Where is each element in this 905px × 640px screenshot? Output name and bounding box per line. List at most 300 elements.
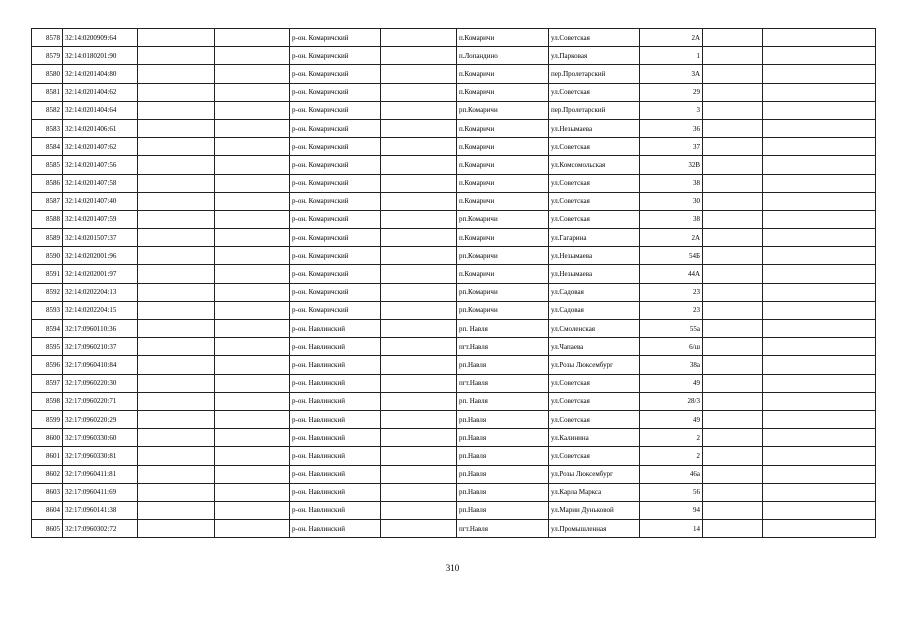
empty-cell [381,447,457,465]
street-cell: ул.Советская [549,83,640,101]
empty-cell [381,247,457,265]
locality-cell: рп.Навля [457,356,549,374]
empty-cell [763,429,876,447]
empty-cell [138,229,215,247]
empty-cell [215,283,290,301]
empty-cell [763,338,876,356]
row-number-cell: 8596 [32,356,63,374]
locality-cell: рп.Комаричи [457,210,549,228]
empty-cell [763,301,876,319]
district-cell: р-он. Комаричский [290,101,381,119]
row-number-cell: 8584 [32,138,63,156]
street-cell: ул.Советская [549,210,640,228]
row-number-cell: 8590 [32,247,63,265]
cadastral-number-cell: 32:14:0201407:56 [63,156,138,174]
cadastral-number-cell: 32:14:0201404:64 [63,101,138,119]
locality-cell: рп.Навля [457,429,549,447]
street-cell: ул.Марии Дуньковой [549,501,640,519]
cadastral-number-cell: 32:14:0180201:90 [63,47,138,65]
empty-cell [215,229,290,247]
district-cell: р-он. Комаричский [290,229,381,247]
street-cell: ул.Карла Маркса [549,483,640,501]
district-cell: р-он. Комаричский [290,265,381,283]
empty-cell [763,520,876,538]
cadastral-number-cell: 32:17:0960220:29 [63,410,138,428]
empty-cell [381,47,457,65]
empty-cell [703,101,763,119]
cadastral-number-cell: 32:14:0201407:40 [63,192,138,210]
empty-cell [138,447,215,465]
cadastral-number-cell: 32:14:0202204:15 [63,301,138,319]
empty-cell [138,174,215,192]
empty-cell [138,338,215,356]
empty-cell [381,192,457,210]
cadastral-number-cell: 32:14:0202001:96 [63,247,138,265]
locality-cell: п.Комаричи [457,156,549,174]
empty-cell [703,174,763,192]
empty-cell [381,65,457,83]
district-cell: р-он. Комаричский [290,65,381,83]
empty-cell [381,156,457,174]
row-number-cell: 8598 [32,392,63,410]
house-number-cell: 1 [640,47,703,65]
empty-cell [381,174,457,192]
cadastral-number-cell: 32:14:0201507:37 [63,229,138,247]
empty-cell [381,338,457,356]
empty-cell [763,374,876,392]
house-number-cell: 32В [640,156,703,174]
district-cell: р-он. Навлинский [290,392,381,410]
district-cell: р-он. Навлинский [290,356,381,374]
empty-cell [763,192,876,210]
cadastral-number-cell: 32:14:0202001:97 [63,265,138,283]
house-number-cell: 55а [640,320,703,338]
empty-cell [381,501,457,519]
empty-cell [215,338,290,356]
house-number-cell: 36 [640,119,703,137]
row-number-cell: 8591 [32,265,63,283]
table-row [32,174,876,192]
district-cell: р-он. Комаричский [290,47,381,65]
empty-cell [763,392,876,410]
locality-cell: рп.Навля [457,465,549,483]
street-cell: ул.Комсомольская [549,156,640,174]
district-cell: р-он. Комаричский [290,192,381,210]
empty-cell [763,229,876,247]
empty-cell [138,29,215,47]
empty-cell [381,138,457,156]
row-number-cell: 8594 [32,320,63,338]
cadastral-number-cell: 32:14:0202204:13 [63,283,138,301]
table-row [32,356,876,374]
empty-cell [703,501,763,519]
empty-cell [215,301,290,319]
district-cell: р-он. Комаричский [290,119,381,137]
district-cell: р-он. Навлинский [290,374,381,392]
district-cell: р-он. Навлинский [290,501,381,519]
locality-cell: рп.Комаричи [457,101,549,119]
empty-cell [703,410,763,428]
district-cell: р-он. Навлинский [290,520,381,538]
table-row [32,229,876,247]
house-number-cell: 94 [640,501,703,519]
street-cell: ул.Калинина [549,429,640,447]
cadastral-number-cell: 32:17:0960220:30 [63,374,138,392]
district-cell: р-он. Комаричский [290,210,381,228]
cadastral-number-cell: 32:17:0960330:81 [63,447,138,465]
street-cell: ул.Незымаева [549,119,640,137]
cadastral-number-cell: 32:14:0201406:61 [63,119,138,137]
empty-cell [381,356,457,374]
street-cell: пер.Пролетарский [549,65,640,83]
row-number-cell: 8587 [32,192,63,210]
street-cell: ул.Советская [549,374,640,392]
empty-cell [763,447,876,465]
street-cell: ул.Парковая [549,47,640,65]
house-number-cell: 56 [640,483,703,501]
house-number-cell: 49 [640,410,703,428]
table-row [32,29,876,47]
street-cell: ул.Розы Люксембург [549,465,640,483]
row-number-cell: 8585 [32,156,63,174]
empty-cell [763,83,876,101]
locality-cell: рп.Навля [457,447,549,465]
empty-cell [215,65,290,83]
cadastral-number-cell: 32:17:0960330:60 [63,429,138,447]
empty-cell [215,483,290,501]
empty-cell [215,83,290,101]
table-row [32,101,876,119]
row-number-cell: 8599 [32,410,63,428]
house-number-cell: 23 [640,301,703,319]
district-cell: р-он. Навлинский [290,410,381,428]
table-row [32,210,876,228]
row-number-cell: 8581 [32,83,63,101]
locality-cell: рп.Комаричи [457,283,549,301]
house-number-cell: 2А [640,229,703,247]
locality-cell: п.Комаричи [457,138,549,156]
empty-cell [138,320,215,338]
row-number-cell: 8597 [32,374,63,392]
cadastral-number-cell: 32:17:0960210:37 [63,338,138,356]
table-row [32,301,876,319]
street-cell: ул.Советская [549,138,640,156]
empty-cell [138,101,215,119]
locality-cell: п.Комаричи [457,265,549,283]
cadastral-number-cell: 32:14:0201407:58 [63,174,138,192]
empty-cell [138,465,215,483]
street-cell: ул.Советская [549,392,640,410]
empty-cell [763,356,876,374]
empty-cell [381,29,457,47]
table-row [32,520,876,538]
empty-cell [215,265,290,283]
district-cell: р-он. Навлинский [290,429,381,447]
row-number-cell: 8589 [32,229,63,247]
empty-cell [215,174,290,192]
table-row [32,47,876,65]
empty-cell [763,156,876,174]
table-row [32,374,876,392]
table-body [32,29,876,538]
locality-cell: пгт.Навля [457,520,549,538]
locality-cell: рп.Навля [457,483,549,501]
district-cell: р-он. Комаричский [290,247,381,265]
house-number-cell: 28/3 [640,392,703,410]
cadastral-number-cell: 32:17:0960110:36 [63,320,138,338]
table-row [32,265,876,283]
empty-cell [138,265,215,283]
empty-cell [138,119,215,137]
row-number-cell: 8593 [32,301,63,319]
locality-cell: п.Комаричи [457,29,549,47]
house-number-cell: 38а [640,356,703,374]
row-number-cell: 8595 [32,338,63,356]
empty-cell [763,29,876,47]
empty-cell [138,301,215,319]
row-number-cell: 8582 [32,101,63,119]
empty-cell [703,83,763,101]
street-cell: ул.Чапаева [549,338,640,356]
cadastral-number-cell: 32:14:0201407:62 [63,138,138,156]
empty-cell [138,247,215,265]
locality-cell: п.Лопандино [457,47,549,65]
house-number-cell: 38 [640,210,703,228]
street-cell: ул.Советская [549,410,640,428]
row-number-cell: 8600 [32,429,63,447]
empty-cell [703,301,763,319]
district-cell: р-он. Навлинский [290,465,381,483]
cadastral-number-cell: 32:14:0201404:62 [63,83,138,101]
empty-cell [138,156,215,174]
empty-cell [138,65,215,83]
empty-cell [703,447,763,465]
empty-cell [215,410,290,428]
table-row [32,283,876,301]
empty-cell [215,247,290,265]
table-row [32,247,876,265]
row-number-cell: 8605 [32,520,63,538]
empty-cell [763,265,876,283]
locality-cell: п.Комаричи [457,83,549,101]
row-number-cell: 8583 [32,119,63,137]
empty-cell [215,447,290,465]
empty-cell [381,520,457,538]
empty-cell [763,320,876,338]
empty-cell [381,83,457,101]
street-cell: ул.Садовая [549,301,640,319]
house-number-cell: 3 [640,101,703,119]
empty-cell [138,210,215,228]
street-cell: ул.Смоленская [549,320,640,338]
house-number-cell: 3А [640,65,703,83]
locality-cell: пгт.Навля [457,374,549,392]
empty-cell [703,156,763,174]
street-cell: ул.Советская [549,174,640,192]
empty-cell [215,192,290,210]
empty-cell [138,374,215,392]
empty-cell [138,192,215,210]
house-number-cell: 46а [640,465,703,483]
empty-cell [215,210,290,228]
empty-cell [763,247,876,265]
empty-cell [138,392,215,410]
empty-cell [703,520,763,538]
empty-cell [703,29,763,47]
street-cell: ул.Гагарина [549,229,640,247]
district-cell: р-он. Навлинский [290,338,381,356]
empty-cell [763,101,876,119]
empty-cell [381,101,457,119]
house-number-cell: 49 [640,374,703,392]
empty-cell [703,47,763,65]
empty-cell [215,320,290,338]
row-number-cell: 8603 [32,483,63,501]
empty-cell [763,119,876,137]
empty-cell [138,410,215,428]
empty-cell [138,501,215,519]
empty-cell [763,283,876,301]
house-number-cell: 23 [640,283,703,301]
empty-cell [703,483,763,501]
locality-cell: п.Комаричи [457,229,549,247]
table-row [32,338,876,356]
empty-cell [138,429,215,447]
house-number-cell: 29 [640,83,703,101]
cadastral-number-cell: 32:14:0201404:80 [63,65,138,83]
empty-cell [763,65,876,83]
locality-cell: п.Комаричи [457,174,549,192]
cadastral-number-cell: 32:17:0960410:84 [63,356,138,374]
page-number: 310 [445,563,460,573]
table-row [32,138,876,156]
empty-cell [215,101,290,119]
row-number-cell: 8602 [32,465,63,483]
empty-cell [703,138,763,156]
empty-cell [703,119,763,137]
district-cell: р-он. Комаричский [290,83,381,101]
street-cell: ул.Розы Люксембург [549,356,640,374]
locality-cell: рп.Комаричи [457,247,549,265]
locality-cell: рп. Навля [457,392,549,410]
empty-cell [138,483,215,501]
district-cell: р-он. Комаричский [290,301,381,319]
cadastral-number-cell: 32:17:0960302:72 [63,520,138,538]
empty-cell [703,356,763,374]
empty-cell [381,301,457,319]
house-number-cell: 2 [640,429,703,447]
table-row [32,156,876,174]
empty-cell [763,210,876,228]
row-number-cell: 8578 [32,29,63,47]
locality-cell: рп.Комаричи [457,301,549,319]
locality-cell: п.Комаричи [457,119,549,137]
house-number-cell: 38 [640,174,703,192]
street-cell: пер.Пролетарский [549,101,640,119]
row-number-cell: 8586 [32,174,63,192]
empty-cell [215,119,290,137]
cadastral-number-cell: 32:14:0201407:59 [63,210,138,228]
empty-cell [703,210,763,228]
empty-cell [381,229,457,247]
row-number-cell: 8601 [32,447,63,465]
cadastral-number-cell: 32:17:0960411:69 [63,483,138,501]
district-cell: р-он. Навлинский [290,447,381,465]
empty-cell [138,138,215,156]
empty-cell [138,520,215,538]
table-row [32,447,876,465]
empty-cell [215,47,290,65]
empty-cell [381,283,457,301]
street-cell: ул.Садовая [549,283,640,301]
street-cell: ул.Советская [549,29,640,47]
district-cell: р-он. Комаричский [290,138,381,156]
empty-cell [381,392,457,410]
empty-cell [703,392,763,410]
empty-cell [763,410,876,428]
cadastral-number-cell: 32:17:0960141:38 [63,501,138,519]
empty-cell [215,392,290,410]
empty-cell [763,138,876,156]
house-number-cell: 6/ш [640,338,703,356]
empty-cell [703,283,763,301]
empty-cell [703,247,763,265]
empty-cell [215,29,290,47]
empty-cell [703,192,763,210]
row-number-cell: 8592 [32,283,63,301]
empty-cell [703,65,763,83]
district-cell: р-он. Комаричский [290,174,381,192]
house-number-cell: 54Б [640,247,703,265]
table-row [32,192,876,210]
empty-cell [763,501,876,519]
empty-cell [381,410,457,428]
empty-cell [703,465,763,483]
table-row [32,429,876,447]
house-number-cell: 37 [640,138,703,156]
district-cell: р-он. Навлинский [290,483,381,501]
empty-cell [215,501,290,519]
house-number-cell: 44А [640,265,703,283]
empty-cell [215,138,290,156]
house-number-cell: 2А [640,29,703,47]
locality-cell: рп.Навля [457,501,549,519]
empty-cell [215,156,290,174]
table-row [32,392,876,410]
empty-cell [215,520,290,538]
empty-cell [138,47,215,65]
district-cell: р-он. Комаричский [290,29,381,47]
street-cell: ул.Советская [549,447,640,465]
row-number-cell: 8579 [32,47,63,65]
empty-cell [215,356,290,374]
locality-cell: п.Комаричи [457,192,549,210]
cadastral-number-cell: 32:14:0200909:64 [63,29,138,47]
empty-cell [138,283,215,301]
empty-cell [381,320,457,338]
empty-cell [215,429,290,447]
empty-cell [703,338,763,356]
house-number-cell: 2 [640,447,703,465]
empty-cell [763,465,876,483]
empty-cell [381,465,457,483]
empty-cell [703,374,763,392]
empty-cell [381,429,457,447]
empty-cell [703,320,763,338]
empty-cell [381,483,457,501]
house-number-cell: 14 [640,520,703,538]
row-number-cell: 8604 [32,501,63,519]
